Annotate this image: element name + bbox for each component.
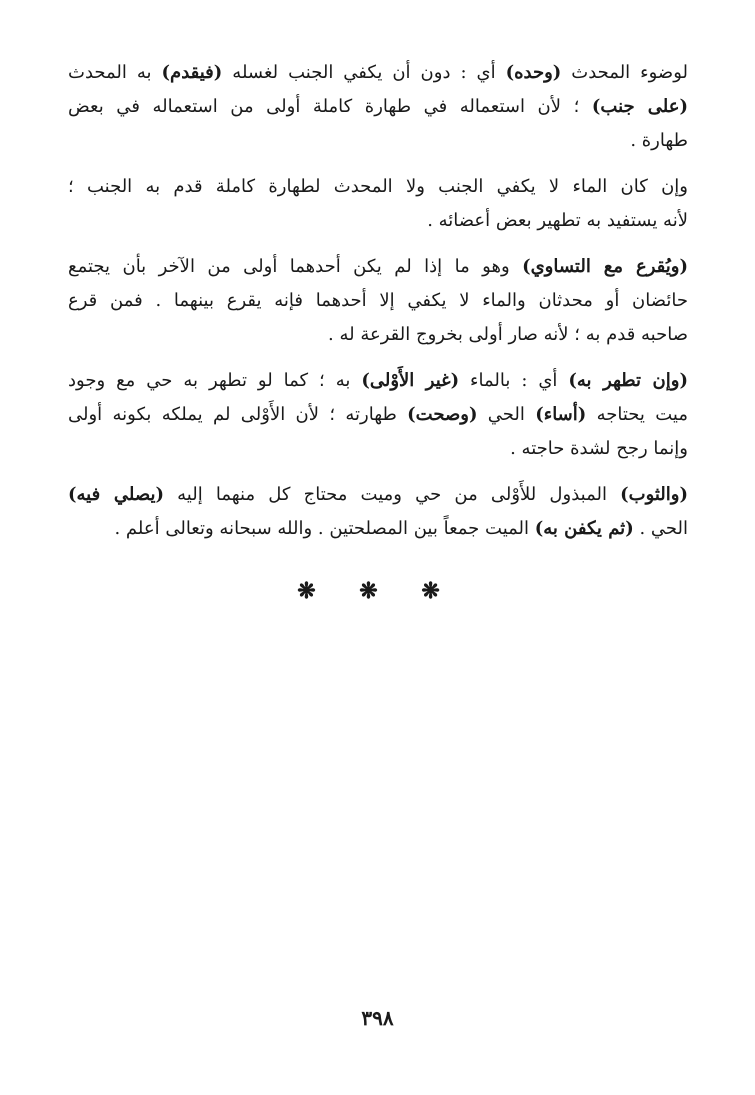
paragraph (68, 250, 688, 352)
paragraph (68, 478, 688, 546)
commentary-text: لأنه يستفيد به تطهير بعض أعضائه . (427, 210, 688, 231)
text-line (68, 432, 688, 466)
commentary-text: أي : دون أن يكفي الجنب لغسله (222, 62, 506, 83)
bold-matn-text: (فيقدم) (161, 62, 223, 83)
commentary-text: ميت يحتاجه (586, 404, 688, 425)
text-line (68, 398, 688, 432)
commentary-text: وإنما رجح لشدة حاجته . (510, 438, 688, 459)
paragraph (68, 364, 688, 466)
text-line (68, 56, 688, 90)
page-number: ٣٩٨ (361, 1006, 394, 1030)
bold-matn-text: (وإن تطهر به) (568, 370, 688, 391)
commentary-text: صاحبه قدم به ؛ لأنه صار أولى بخروج القرعة له . (328, 324, 688, 345)
commentary-text: طهارة . (630, 130, 688, 151)
bold-matn-text: (وحده) (505, 62, 562, 83)
commentary-text: الحي (477, 404, 536, 425)
text-line (68, 90, 688, 124)
bold-matn-text: (يصلي فيه) (68, 484, 164, 505)
bold-matn-text: (ويُقرع مع التساوي) (522, 256, 689, 277)
commentary-text: لوضوء المحدث (561, 62, 688, 83)
paragraph (68, 170, 688, 238)
commentary-text: وهو ما إذا لم يكن أحدهما أولى من الآخر بأن يجتمع (68, 256, 523, 277)
text-line (68, 364, 688, 398)
document-body (68, 56, 688, 558)
commentary-text: به ؛ كما لو تطهر به حي مع وجود (68, 370, 362, 391)
bold-matn-text: (والثوب) (620, 484, 688, 505)
commentary-text: ؛ لأن استعماله في طهارة كاملة أولى من استعماله في بعض (68, 96, 592, 117)
commentary-text: به المحدث (68, 62, 162, 83)
bold-matn-text: (على جنب) (591, 96, 688, 117)
text-line (68, 512, 688, 546)
text-line (68, 170, 688, 204)
text-line (68, 318, 688, 352)
commentary-text: الحي . (633, 518, 688, 539)
commentary-text: وإن كان الماء لا يكفي الجنب ولا المحدث لطهارة كاملة قدم به الجنب ؛ (68, 176, 688, 197)
section-divider-asterisks: ❋ ❋ ❋ (297, 578, 458, 604)
text-line (68, 284, 688, 318)
commentary-text: حائضان أو محدثان والماء لا يكفي إلا أحدهما فإنه يقرع بينهما . فمن قرع (68, 290, 688, 311)
commentary-text: المبذول للأَوْلى من حي وميت محتاج كل منهما إليه (164, 484, 621, 505)
commentary-text: الميت جمعاً بين المصلحتين . والله سبحانه وتعالى أعلم . (114, 518, 535, 539)
text-line (68, 250, 688, 284)
bold-matn-text: (أساء) (535, 404, 587, 425)
bold-matn-text: (وصحت) (407, 404, 478, 425)
text-line (68, 478, 688, 512)
paragraph (68, 56, 688, 158)
text-line (68, 204, 688, 238)
bold-matn-text: (ثم يكفن به) (534, 518, 634, 539)
text-line (68, 124, 688, 158)
commentary-text: طهارته ؛ لأن الأَوْلى لم يملكه بكونه أولى (68, 404, 408, 425)
bold-matn-text: (غير الأَوْلى) (361, 370, 460, 391)
commentary-text: أي : بالماء (459, 370, 569, 391)
